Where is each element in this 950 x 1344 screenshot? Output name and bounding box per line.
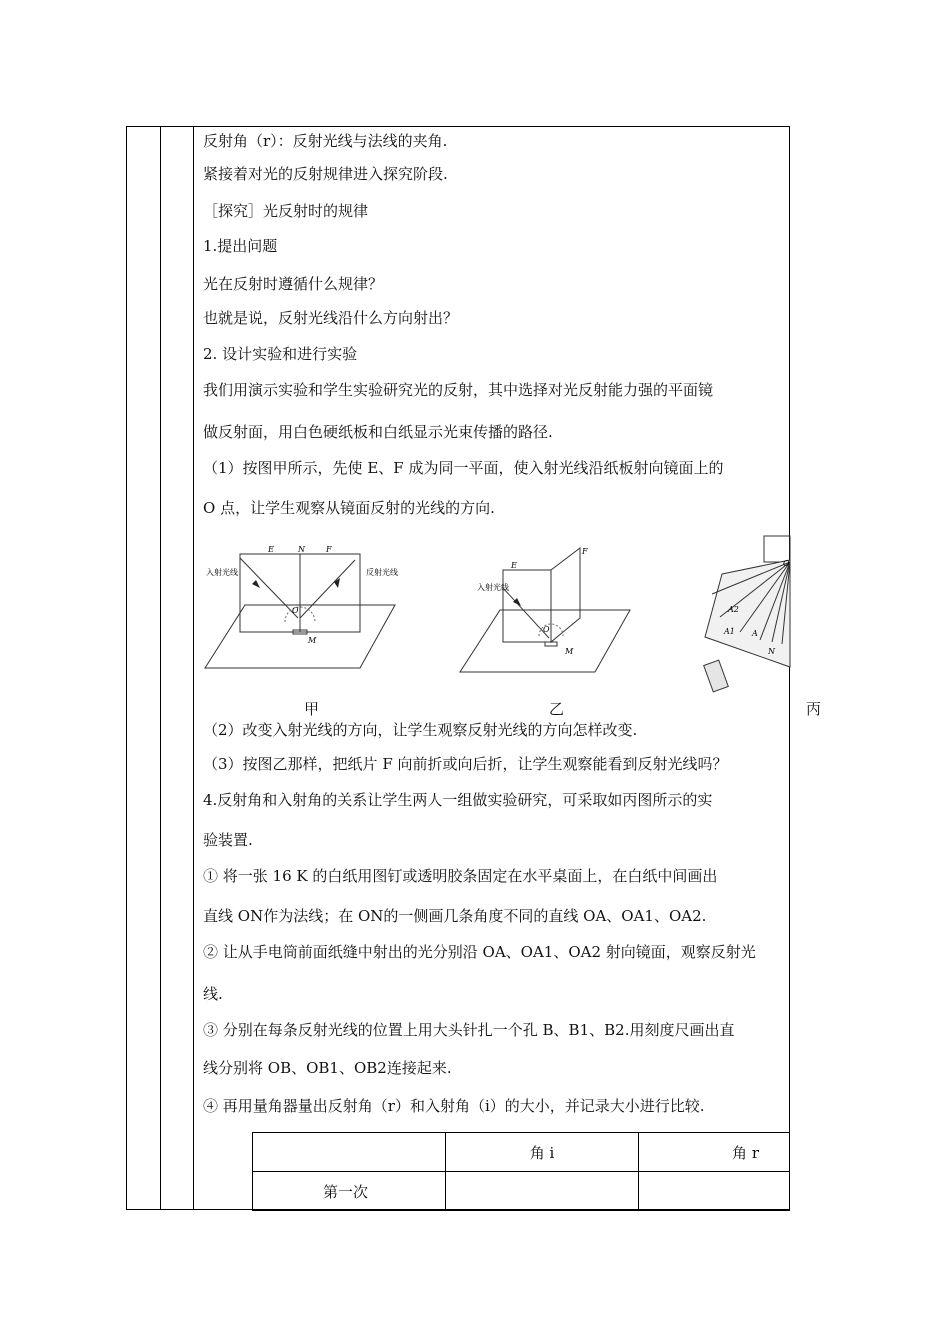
- record-table: [252, 1132, 790, 1211]
- label-incident: 入射光线: [477, 583, 509, 592]
- label-n: N: [768, 647, 775, 656]
- text-line: ① 将一张 16 K 的白纸用图钉或透明胶条固定在水平桌面上，在白纸中间画出: [203, 867, 718, 885]
- table-header-cell: 角 r: [639, 1133, 790, 1172]
- table-row: [253, 1172, 790, 1211]
- column-divider-1: [160, 126, 161, 1210]
- text-line: （1）按图甲所示，先使 E、F 成为同一平面，使入射光线沿纸板射向镜面上的: [203, 459, 724, 477]
- table-header-cell: [253, 1133, 446, 1172]
- text-line: 做反射面，用白色硬纸板和白纸显示光束传播的路径.: [203, 423, 553, 441]
- text-line: O 点，让学生观察从镜面反射的光线的方向.: [203, 499, 495, 517]
- text-line: 1.提出问题: [203, 237, 278, 255]
- text-line: ③ 分别在每条反射光线的位置上用大头针扎一个孔 B、B1、B2.用刻度尺画出直: [203, 1021, 735, 1039]
- table-header-row: [253, 1133, 790, 1172]
- text-line: 紧接着对光的反射规律进入探究阶段.: [203, 165, 448, 183]
- text-line: 验装置.: [203, 831, 253, 849]
- label-a: A: [752, 629, 758, 638]
- text-line: 4.反射角和入射角的关系让学生两人一组做实验研究，可采取如丙图所示的实: [203, 791, 713, 809]
- text-line: 我们用演示实验和学生实验研究光的反射，其中选择对光反射能力强的平面镜: [203, 381, 714, 399]
- caption-jia: 甲: [304, 700, 320, 718]
- text-line: ［探究］光反射时的规律: [203, 202, 369, 220]
- label-a2: A2: [728, 605, 739, 614]
- label-o: O: [783, 559, 790, 568]
- label-reflected: 反射光线: [366, 568, 398, 577]
- table-cell: [446, 1172, 639, 1211]
- text-line: ② 让从手电筒前面纸缝中射出的光分别沿 OA、OA1、OA2 射向镜面，观察反射光: [203, 943, 756, 961]
- table-cell: 第一次: [253, 1172, 446, 1211]
- label-o: O: [543, 625, 550, 634]
- figure-jia: [200, 540, 400, 675]
- label-a1: A1: [724, 627, 735, 636]
- text-line: 线分别将 OB、OB1、OB2连接起来.: [203, 1059, 452, 1077]
- caption-yi: 乙: [549, 700, 565, 718]
- table-cell: [639, 1172, 790, 1211]
- text-line: ④ 再用量角器量出反射角（r）和入射角（i）的大小，并记录大小进行比较.: [203, 1097, 705, 1115]
- text-line: 反射角（r）：反射光线与法线的夹角.: [203, 132, 448, 150]
- text-line: 光在反射时遵循什么规律？: [203, 275, 384, 293]
- text-line: 2. 设计实验和进行实验: [203, 345, 358, 363]
- label-m: M: [565, 647, 574, 656]
- text-line: 也就是说，反射光线沿什么方向射出？: [203, 309, 459, 327]
- label-e: E: [268, 545, 274, 554]
- caption-bing: 丙: [806, 700, 822, 718]
- figure-yi: [455, 540, 635, 680]
- label-f: F: [582, 547, 588, 556]
- column-divider-2: [193, 126, 194, 1210]
- label-n: N: [298, 545, 305, 554]
- label-incident: 入射光线: [206, 568, 238, 577]
- text-line: 直线 ON作为法线；在 ON的一侧画几条角度不同的直线 OA、OA1、OA2.: [203, 907, 707, 925]
- table-header-cell: 角 i: [446, 1133, 639, 1172]
- label-m: M: [308, 636, 317, 645]
- text-line: （2）改变入射光线的方向，让学生观察反射光线的方向怎样改变.: [203, 721, 638, 739]
- label-e: E: [511, 561, 517, 570]
- text-line: 线.: [203, 985, 223, 1003]
- label-o: O: [292, 606, 299, 615]
- text-line: （3）按图乙那样，把纸片 F 向前折或向后折，让学生观察能看到反射光线吗？: [203, 755, 728, 773]
- figure-bing: [700, 532, 795, 697]
- label-f: F: [326, 545, 332, 554]
